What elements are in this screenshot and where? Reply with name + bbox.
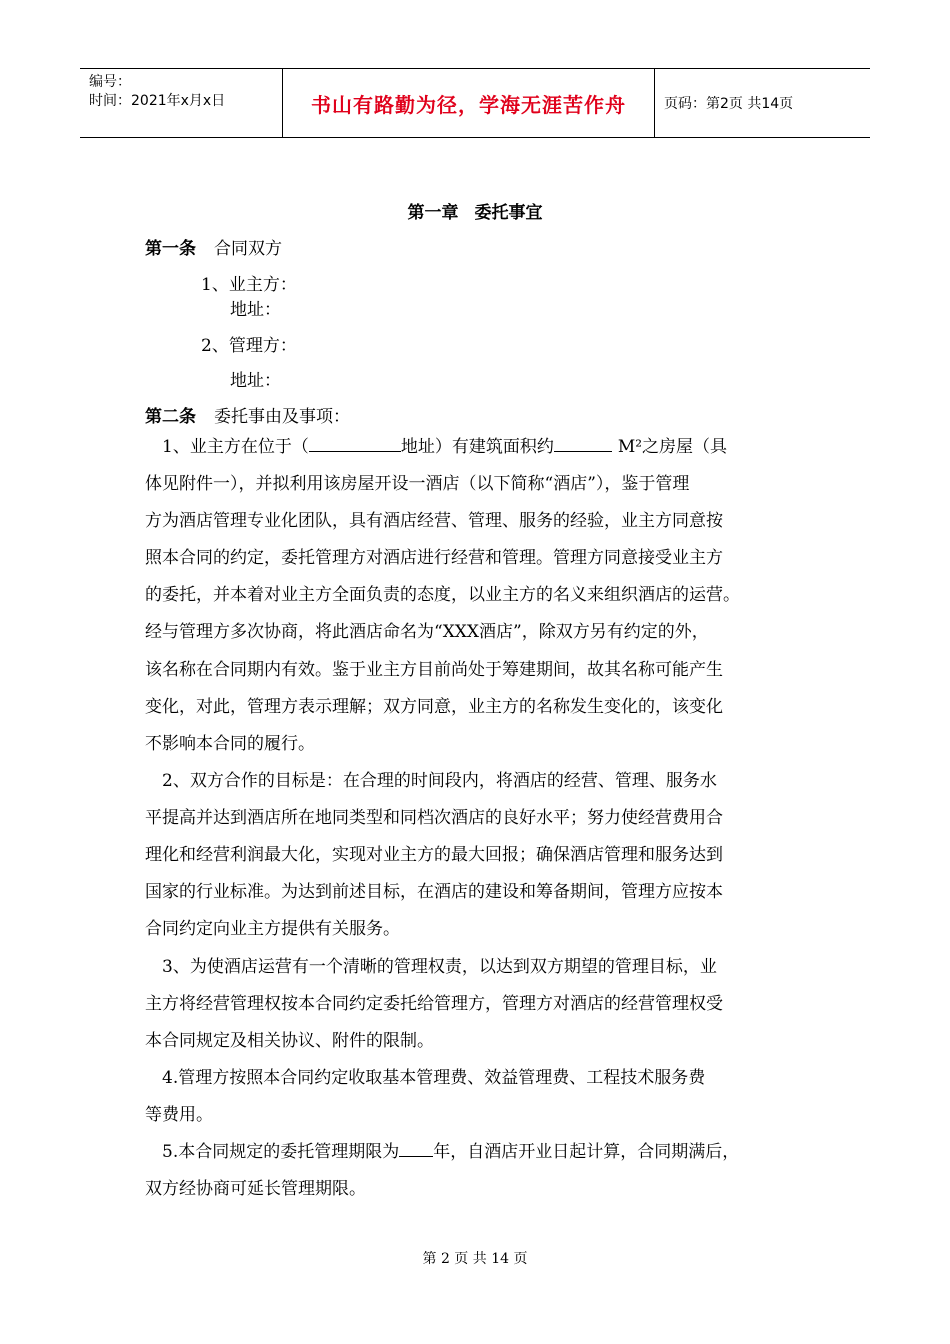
paragraph-2 [145, 763, 815, 948]
text-segment: M²之房屋（具 [617, 437, 728, 457]
paragraph-line: 的委托，并本着对业主方全面负责的态度，以业主方的名义来组织酒店的运营。 [145, 585, 740, 606]
text-segment: 年，自酒店开业日起计算，合同期满后， [433, 1142, 740, 1162]
paragraph-line: 合同约定向业主方提供有关服务。 [145, 919, 400, 940]
header-meta [80, 69, 283, 137]
location-blank [309, 434, 401, 452]
article-1-title: 合同双方 [214, 239, 282, 259]
chapter-title: 委托事宜 [474, 203, 543, 223]
paragraph-line: 3、为使酒店运营有一个清晰的管理权责，以达到双方期望的管理目标，业 [145, 957, 717, 977]
paragraph-line: 方为酒店管理专业化团队，具有酒店经营、管理、服务的经验，业主方同意按 [145, 511, 723, 532]
owner-address-label: 地址： [230, 300, 281, 320]
document-number: 编号： [89, 74, 131, 90]
text-segment: 5.本合同规定的委托管理期限为 [145, 1142, 400, 1162]
paragraph-line [145, 429, 815, 466]
article-2-heading [145, 402, 350, 427]
paragraph-line: 双方经协商可延长管理期限。 [145, 1179, 366, 1200]
article-2-title: 委托事由及事项： [214, 407, 350, 427]
paragraph-5 [145, 1134, 815, 1208]
owner-label: 1、业主方： [201, 275, 297, 295]
article-2-number: 第二条 [145, 407, 196, 427]
page-footer: 第 2 页 共 14 页 [422, 1251, 528, 1267]
header-page-info: 页码：第2页 共14页 [664, 96, 794, 112]
paragraph-line: 平提高并达到酒店所在地同类型和同档次酒店的良好水平；努力使经营费用合 [145, 808, 723, 829]
manager-label: 2、管理方： [201, 336, 297, 356]
paragraph-line: 经与管理方多次协商，将此酒店命名为“XXX酒店”，除双方另有约定的外， [145, 622, 709, 643]
paragraph-line: 照本合同的约定，委托管理方对酒店进行经营和管理。管理方同意接受业主方 [145, 548, 723, 569]
paragraph-line: 不影响本合同的履行。 [145, 733, 315, 754]
article-1-heading [145, 234, 282, 259]
article-1-number: 第一条 [145, 239, 196, 259]
chapter-heading [0, 198, 950, 223]
area-blank [554, 434, 612, 452]
paragraph-line: 变化，对此，管理方表示理解；双方同意，业主方的名称发生变化的，该变化 [145, 696, 723, 717]
document-header [80, 68, 870, 138]
paragraph-line: 本合同规定及相关协议、附件的限制。 [145, 1031, 434, 1052]
paragraph-line: 等费用。 [145, 1105, 213, 1126]
document-time: 时间：2021年x月x日 [89, 93, 226, 109]
paragraph-line: 4.管理方按照本合同约定收取基本管理费、效益管理费、工程技术服务费 [145, 1068, 706, 1088]
chapter-number: 第一章 [407, 203, 459, 223]
paragraph-line [145, 1134, 815, 1171]
text-segment: 地址）有建筑面积约 [400, 437, 554, 457]
paragraph-line: 国家的行业标准。为达到前述目标，在酒店的建设和筹备期间，管理方应按本 [145, 882, 723, 903]
paragraph-line: 该名称在合同期内有效。鉴于业主方目前尚处于筹建期间，故其名称可能产生 [145, 659, 723, 680]
paragraph-line: 2、双方合作的目标是：在合理的时间段内，将酒店的经营、管理、服务水 [145, 771, 717, 791]
paragraph-1 [145, 429, 815, 763]
paragraph-line: 主方将经营管理权按本合同约定委托给管理方，管理方对酒店的经营管理权受 [145, 994, 723, 1015]
manager-address-label: 地址： [230, 371, 281, 391]
header-motto: 书山有路勤为径，学海无涯苦作舟 [283, 69, 655, 137]
paragraph-4 [145, 1060, 815, 1134]
paragraph-line: 理化和经营利润最大化，实现对业主方的最大回报；确保酒店管理和服务达到 [145, 845, 723, 866]
term-years-blank [399, 1139, 433, 1157]
paragraph-3 [145, 949, 815, 1060]
text-segment: 1、业主方在位于（ [145, 437, 309, 457]
paragraph-line: 体见附件一），并拟利用该房屋开设一酒店（以下简称“酒店”），鉴于管理 [145, 474, 690, 495]
